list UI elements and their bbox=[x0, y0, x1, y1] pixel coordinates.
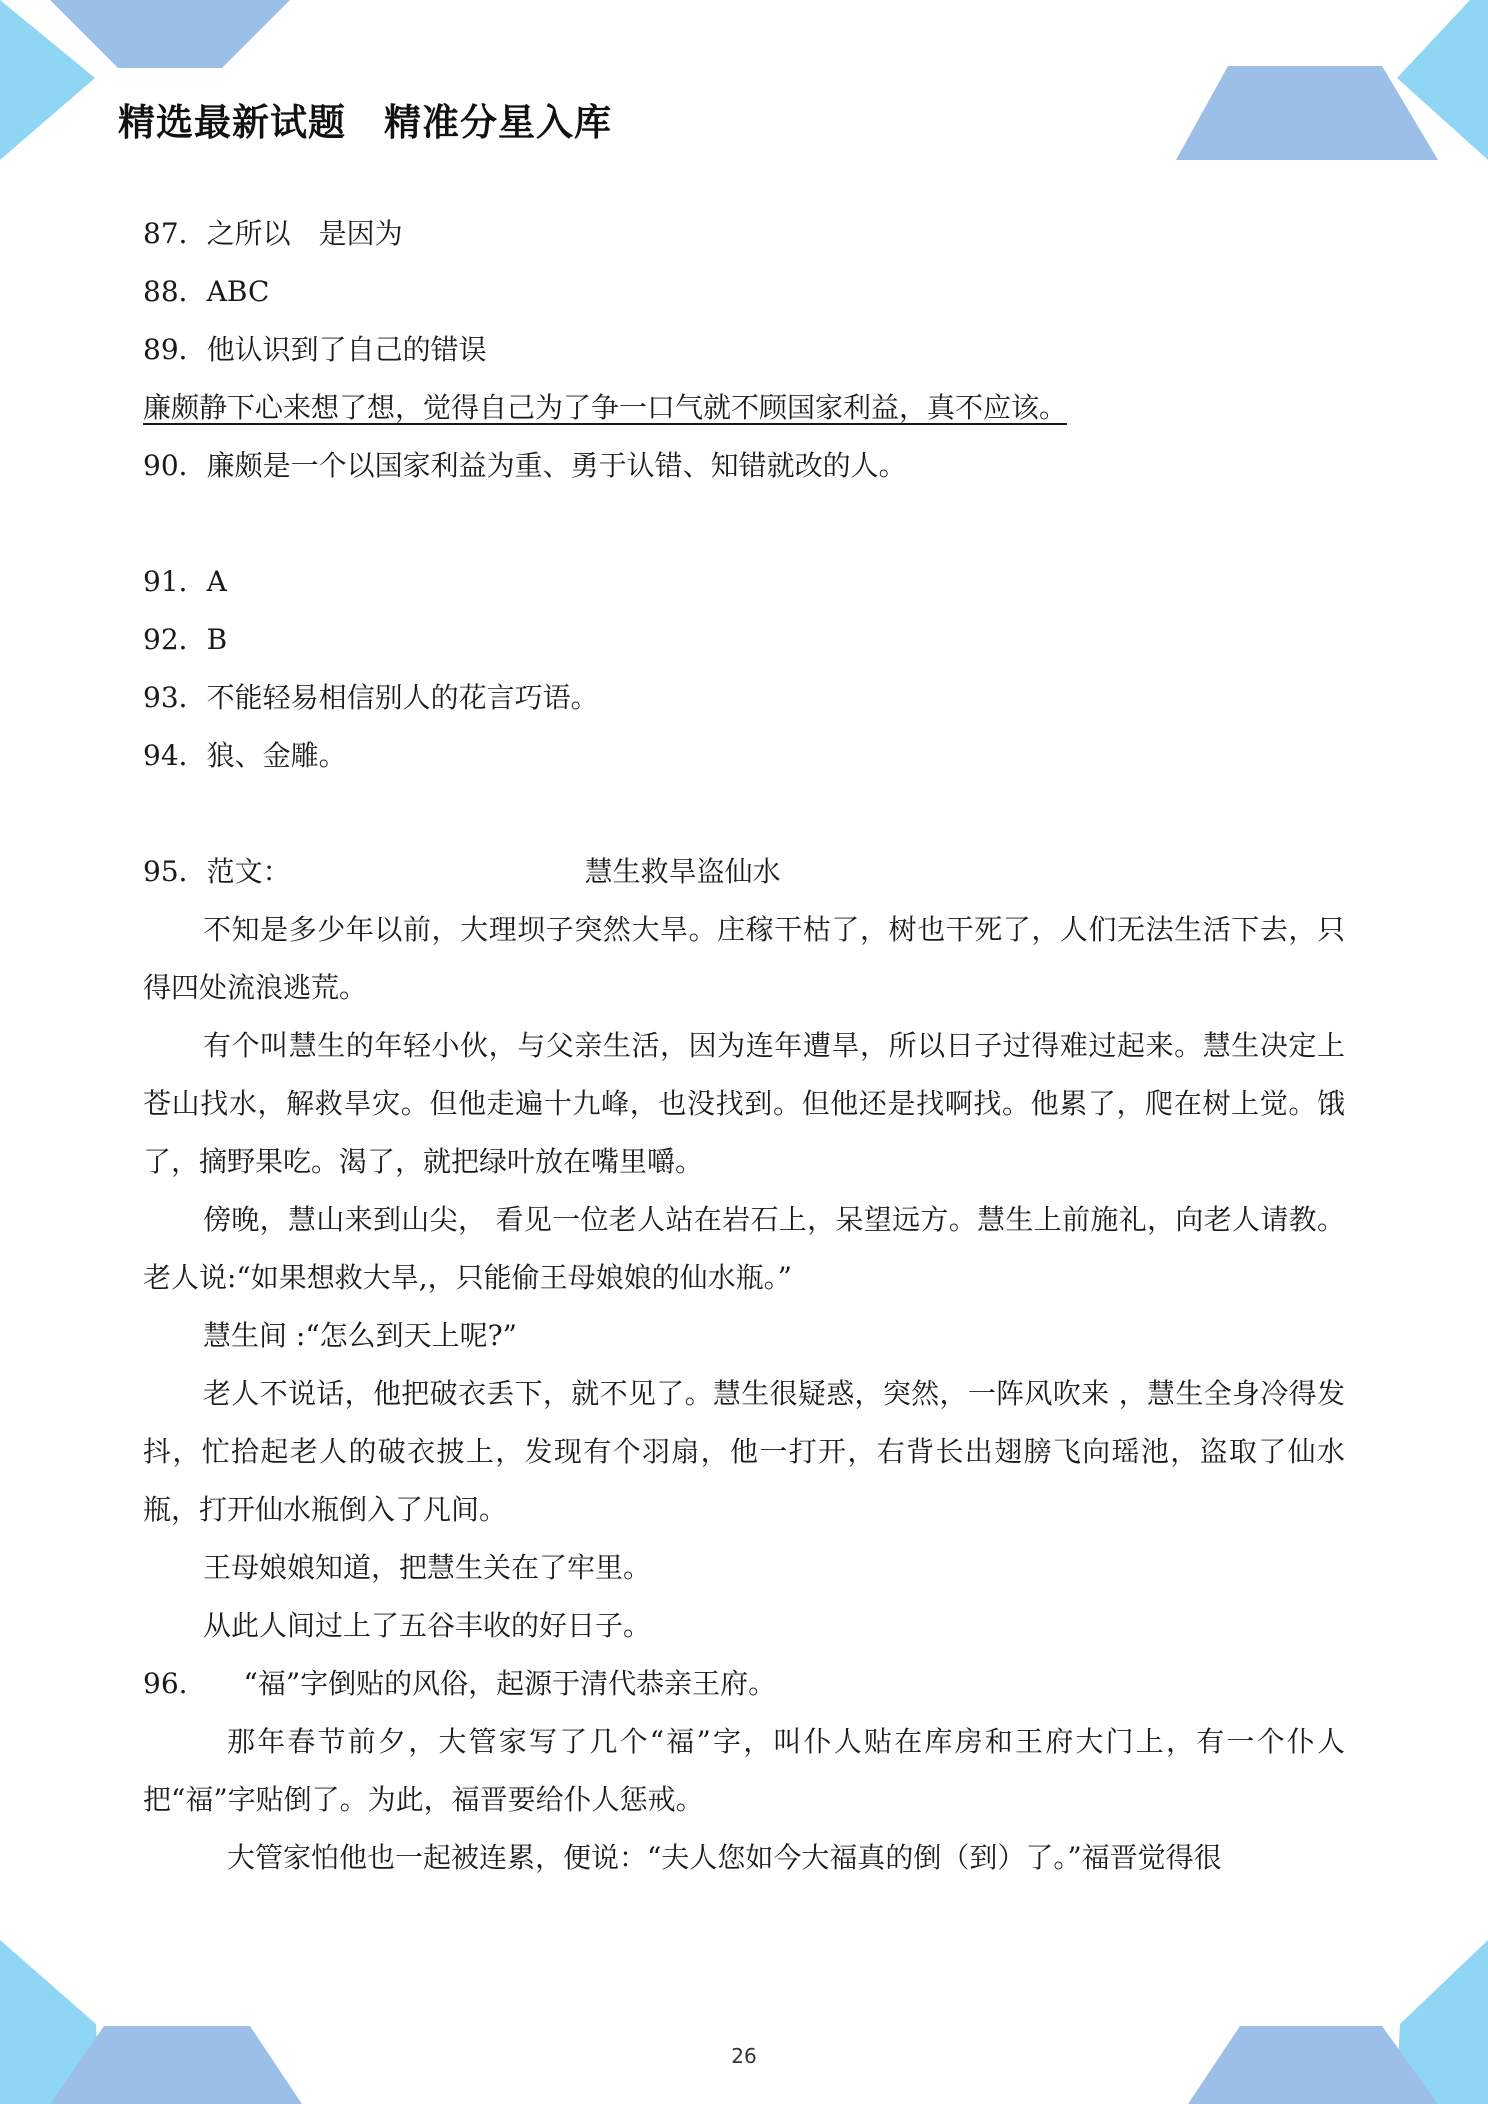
essay-paragraph: 王母娘娘知道，把慧生关在了牢里。 bbox=[203, 1551, 652, 1584]
story96-paragraph: 那年春节前夕，大管家写了几个“福”字，叫仆人贴在库房和王府大门上，有一个仆人把“福”字贴倒了。为此，福晋要给仆人惩戒。 bbox=[143, 1725, 1345, 1816]
essay-paragraph: 老人不说话，他把破衣丢下，就不见了。慧生很疑惑，突然，一阵风吹来 ，慧生全身冷得发抖，忙拾起老人的破衣披上，发现有个羽扇，他一打开，右背长出翅膀飞向瑶池，盗取了仙水瓶，打开仙水瓶倒入了凡间。 bbox=[143, 1377, 1345, 1526]
top-left-trapezoid bbox=[50, 0, 290, 68]
answer-94: 94．狼、金雕。 bbox=[143, 739, 347, 772]
essay-paragraph: 不知是多少年以前，大理坝子突然大旱。庄稼干枯了，树也干死了，人们无法生活下去，只得四处流浪逃荒。 bbox=[143, 913, 1345, 1004]
essay-paragraph: 有个叫慧生的年轻小伙，与父亲生活，因为连年遭旱，所以日子过得难过起来。慧生决定上苍山找水，解救旱灾。但他走遍十九峰，也没找到。但他还是找啊找。他累了，爬在树上觉。饿了，摘野果吃。渴了，就把绿叶放在嘴里嚼。 bbox=[143, 1029, 1345, 1178]
story96-paragraph: 大管家怕他也一起被连累，便说：“夫人您如今大福真的倒（到）了。”福晋觉得很 bbox=[227, 1841, 1222, 1874]
header-title: 精选最新试题 精准分星入库 bbox=[118, 101, 612, 144]
answer-88: 88．ABC bbox=[143, 275, 270, 308]
essay-paragraph: 从此人间过上了五谷丰收的好日子。 bbox=[203, 1609, 652, 1642]
answer-89: 89．他认识到了自己的错误 bbox=[143, 333, 487, 366]
spacer bbox=[143, 495, 1345, 553]
spacer bbox=[143, 785, 1345, 843]
answer-87: 87．之所以 是因为 bbox=[143, 217, 403, 250]
essay-heading: 95．范文： 慧生救旱盗仙水 bbox=[143, 855, 781, 888]
top-right-trapezoid bbox=[1176, 66, 1438, 160]
answer-89-detail: 廉颇静下心来想了想，觉得自己为了争一口气就不顾国家利益，真不应该。 bbox=[143, 391, 1068, 424]
essay-paragraph: 傍晚，慧山来到山尖， 看见一位老人站在岩石上，呆望远方。慧生上前施礼，向老人请教。老人说:“如果想救大旱,，只能偷王母娘娘的仙水瓶。” bbox=[143, 1203, 1345, 1294]
answer-90: 90．廉颇是一个以国家利益为重、勇于认错、知错就改的人。 bbox=[143, 449, 907, 482]
answer-91: 91．A bbox=[143, 565, 227, 598]
answer-content bbox=[143, 205, 1345, 1887]
story96-heading: 96. “福”字倒贴的风俗，起源于清代恭亲王府。 bbox=[143, 1667, 777, 1700]
answer-92: 92．B bbox=[143, 623, 228, 656]
essay-paragraph: 慧生间 :“怎么到天上呢?” bbox=[203, 1319, 517, 1352]
page-number: 26 bbox=[731, 2044, 757, 2068]
answer-93: 93．不能轻易相信别人的花言巧语。 bbox=[143, 681, 599, 714]
